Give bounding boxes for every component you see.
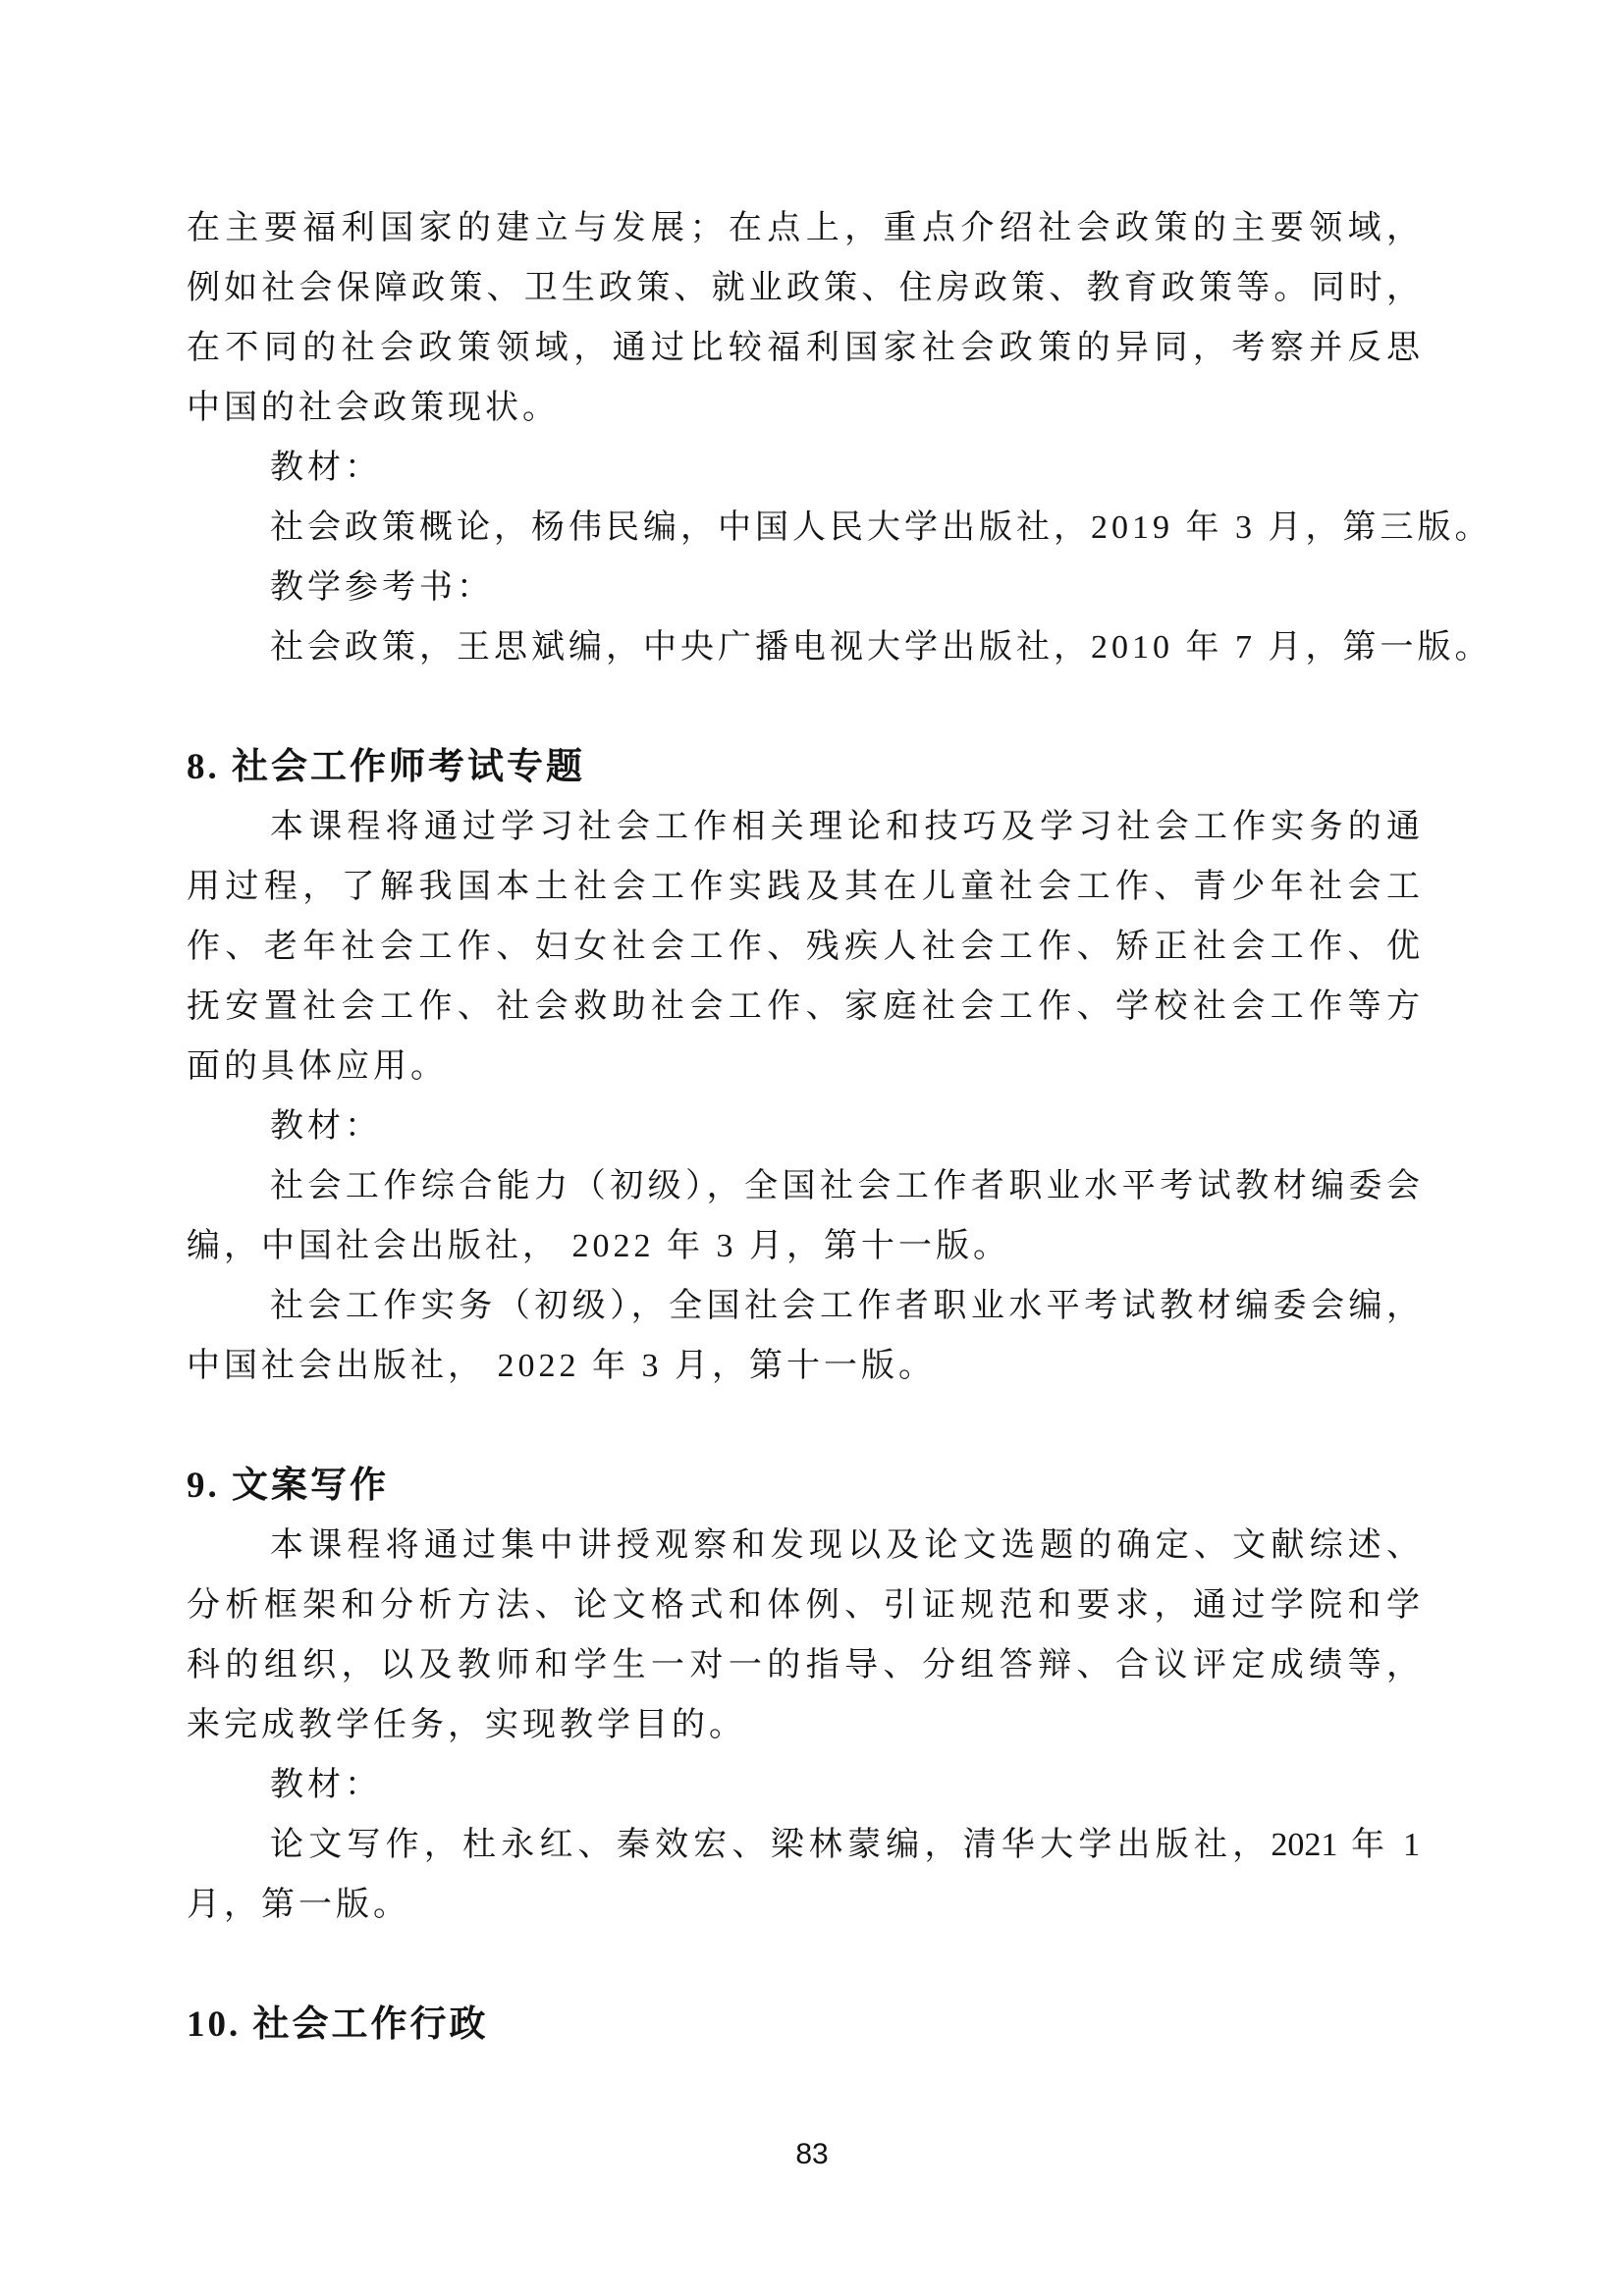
paragraph-line: 在不同的社会政策领域，通过比较福利国家社会政策的异同，考察并反思	[187, 330, 1420, 366]
paragraph-line: 分析框架和分析方法、论文格式和体例、引证规范和要求，通过学院和学	[187, 1587, 1420, 1624]
section-gap	[187, 1935, 1420, 1995]
paragraph-line: 面的具体应用。	[187, 1048, 448, 1085]
section-heading-course-10: 10. 社会工作行政	[187, 2004, 489, 2045]
paragraph-line: 本课程将通过集中讲授观察和发现以及论文选题的确定、文献综述、	[270, 1527, 1420, 1564]
paragraph-line: 来完成教学任务，实现教学目的。	[187, 1707, 746, 1743]
textbook-entry-line: 编，中国社会出版社， 2022 年 3 月，第十一版。	[187, 1228, 1010, 1264]
paragraph-line: 中国的社会政策现状。	[187, 390, 560, 426]
section-heading-course-9: 9. 文案写作	[187, 1466, 389, 1506]
textbook-entry-line: 论文写作，杜永红、秦效宏、梁林蒙编，清华大学出版社，2021 年 1	[270, 1827, 1420, 1863]
textbook-entry-line: 社会工作实务（初级），全国社会工作者职业水平考试教材编委会编，	[270, 1288, 1420, 1324]
paragraph-line: 抚安置社会工作、社会救助社会工作、家庭社会工作、学校社会工作等方	[187, 988, 1420, 1025]
reference-entry: 社会政策，王思斌编，中央广播电视大学出版社，2010 年 7 月，第一版。	[270, 629, 1492, 666]
paragraph-line: 例如社会保障政策、卫生政策、就业政策、住房政策、教育政策等。同时，	[187, 270, 1420, 306]
paragraph-line: 用过程，了解我国本土社会工作实践及其在儿童社会工作、青少年社会工	[187, 869, 1420, 905]
reference-label: 教学参考书：	[270, 569, 494, 606]
paragraph-line: 本课程将通过学习社会工作相关理论和技巧及学习社会工作实务的通	[270, 809, 1420, 845]
section-gap	[187, 677, 1420, 737]
section-gap	[187, 1396, 1420, 1456]
textbook-label: 教材：	[270, 1108, 382, 1145]
paragraph-line: 作、老年社会工作、妇女社会工作、残疾人社会工作、矫正社会工作、优	[187, 929, 1420, 965]
paragraph-line: 科的组织，以及教师和学生一对一的指导、分组答辩、合议评定成绩等，	[187, 1647, 1420, 1683]
page-number: 83	[795, 2138, 829, 2170]
paragraph-line: 在主要福利国家的建立与发展；在点上，重点介绍社会政策的主要领域，	[187, 210, 1420, 246]
textbook-entry-line: 中国社会出版社， 2022 年 3 月，第十一版。	[187, 1348, 936, 1384]
textbook-label: 教材：	[270, 1767, 382, 1803]
section-heading-course-8: 8. 社会工作师考试专题	[187, 747, 585, 787]
textbook-entry: 社会政策概论，杨伟民编，中国人民大学出版社，2019 年 3 月，第三版。	[270, 509, 1492, 546]
textbook-entry-line: 月，第一版。	[187, 1887, 410, 1923]
page-content	[187, 198, 1492, 2055]
textbook-entry-line: 社会工作综合能力（初级），全国社会工作者职业水平考试教材编委会	[270, 1168, 1420, 1204]
textbook-label: 教材：	[270, 450, 382, 486]
